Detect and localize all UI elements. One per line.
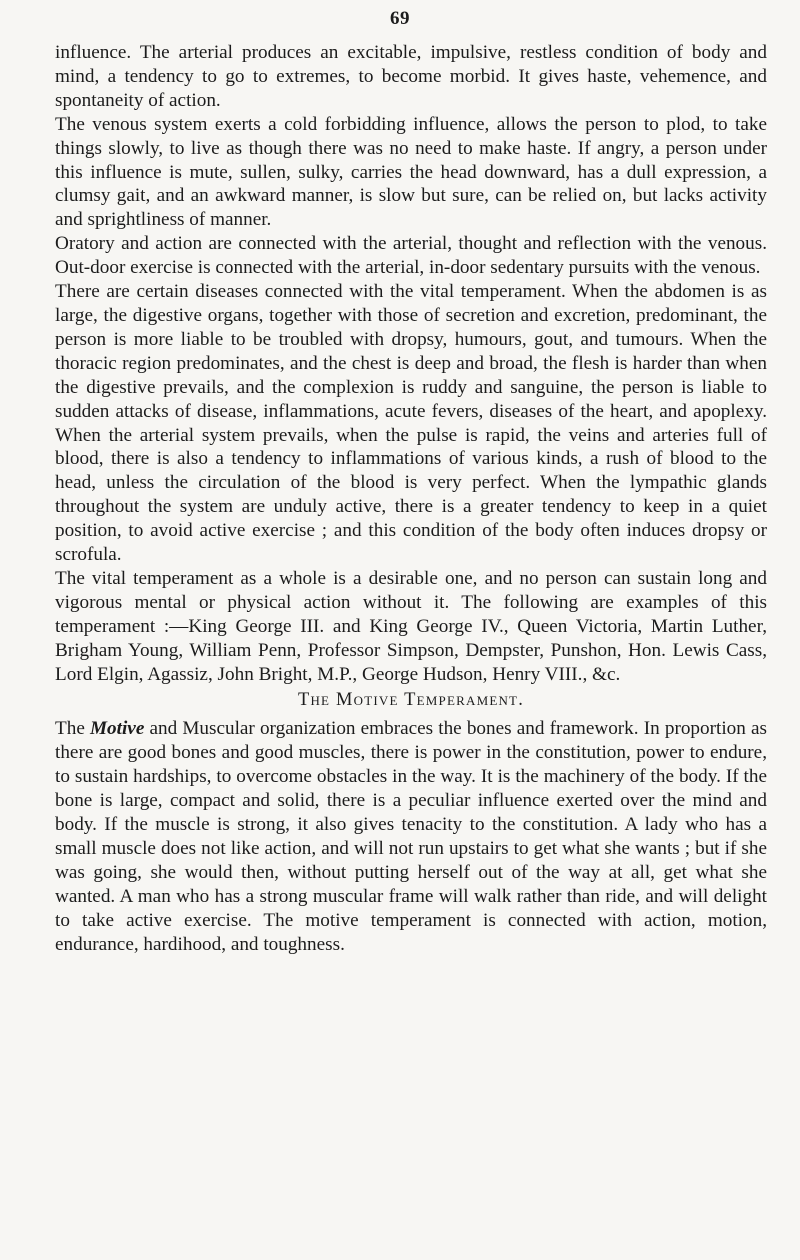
paragraph-arterial: influence. The arterial produces an excitable, impulsive, restless condition of body and mind, a tendency to go to extremes, to become morbid. It gives haste, vehemence, and spontaneity of action. [55, 42, 767, 111]
paragraph-examples: The vital temperament as a whole is a desirable one, and no person can sustain long and vigorous mental or physical action without it. The following are examples of this temperament :—King George III. and King George IV., Queen Victoria, Martin Luther, Brigham Young, William Penn, Professor Simpson, Dempster, Punshon, Hon. Lewis Cass, Lord Elgin, Agassiz, John Bright, M.P., George Hudson, Henry VIII., &c. [55, 567, 767, 685]
paragraph-motive [55, 717, 767, 956]
paragraph-oratory: Oratory and action are connected with the arterial, thought and reflection with the venous. Out-door exercise is connected with the arterial, in-door sedentary pursuits with the venous. [55, 233, 767, 279]
motive-emphasis: Motive [89, 718, 145, 740]
paragraph-venous: The venous system exerts a cold forbidding influence, allows the person to plod, to take things slowly, to live as though there was no need to make haste. If angry, a person under this influence is mute, sullen, sulky, carries the head downward, has a dull expression, a clumsy gait, and an awkward manner, is slow but sure, can be relied on, but lacks activity and sprightliness of manner. [55, 113, 767, 231]
motive-body: and Muscular organization embraces the bones and framework. In proportion as there are good bones and good muscles, there is power in the constitution, power to endure, to sustain hardships, to overcome obstacles in the way. It is the machinery of the body. If the bone is large, compact and solid, there is a peculiar influence exerted over the mind and body. If the muscle is strong, it also gives tenacity to the constitution. A lady who has a small muscle does not like action, and will not run upstairs to get what she wants ; but if she was going, she would then, without putting herself out of the way at all, get what she wanted. A man who has a strong muscular frame will walk rather than ride, and will delight to take active exercise. The motive temperament is connected with action, motion, endurance, hardihood, and toughness. [55, 718, 767, 955]
section-heading: The Motive Temperament. [297, 690, 525, 711]
paragraph-diseases: There are certain diseases connected with the vital temperament. When the abdomen is as large, the digestive organs, together with those of secretion and excretion, predominant, the person is more liable to be troubled with dropsy, humours, gout, and tumours. When the thoracic region predominates, and the chest is deep and broad, the flesh is harder than when the digestive prevails, and the complexion is ruddy and sanguine, the person is liable to sudden attacks of disease, inflammations, acute fevers, diseases of the heart, and apoplexy. When the arterial system prevails, when the pulse is rapid, the veins and arteries full of blood, there is also a tendency to inflammations of various kinds, a rush of blood to the head, unless the circulation of the blood is very perfect. When the lympathic glands throughout the system are unduly active, there is a greater tendency to keep in a quiet position, to avoid active exercise ; and this condition of the body often induces dropsy or scrofula. [55, 281, 767, 566]
motive-intro: The [55, 718, 90, 740]
body-text [55, 41, 767, 956]
page-number: 69 [390, 8, 410, 29]
